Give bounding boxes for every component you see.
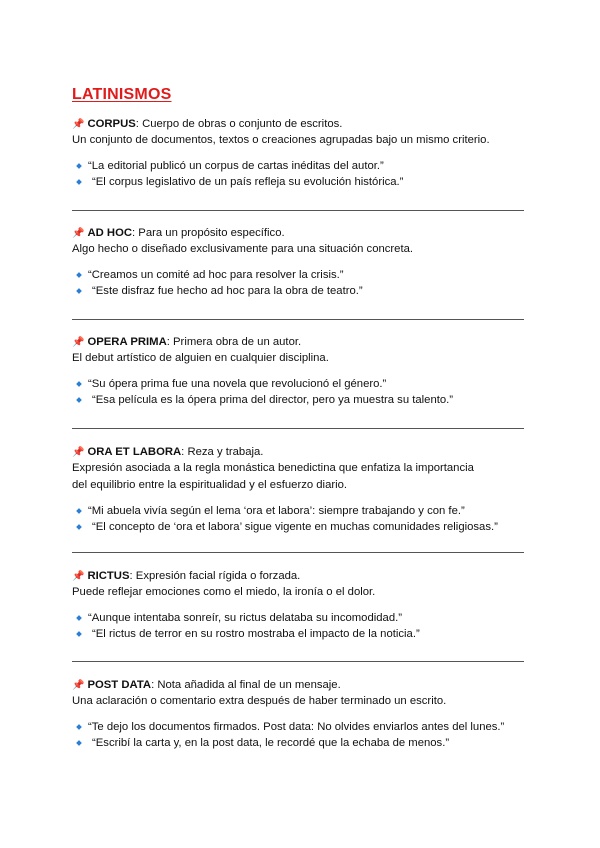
- definition: : Primera obra de un autor.: [166, 336, 302, 348]
- divider: [72, 552, 524, 553]
- divider: [72, 661, 524, 662]
- bullet-icon: [76, 179, 82, 185]
- explanation: Algo hecho o diseñado exclusivamente para una situación concreta.: [72, 243, 414, 255]
- example-item: “Su ópera prima fue una novela que revolucionó el género.”: [72, 376, 532, 392]
- bullet-icon: [76, 397, 82, 403]
- entry-ora-et-labora: [72, 444, 532, 535]
- term: OPERA PRIMA: [87, 336, 167, 348]
- example-item: “La editorial publicó un corpus de cartas inéditas del autor.”: [72, 158, 532, 174]
- bullet-icon: [76, 631, 82, 637]
- entry-post-data: [72, 677, 532, 751]
- example-item: “Aunque intentaba sonreír, su rictus delataba su incomodidad.”: [72, 610, 532, 626]
- example-item: “Te dejo los documentos firmados. Post data: No olvides enviarlos antes del lunes.”: [72, 719, 532, 735]
- definition: : Reza y trabaja.: [181, 446, 264, 458]
- entry-rictus: [72, 568, 532, 642]
- entry-ad-hoc: [72, 225, 532, 299]
- term: CORPUS: [87, 118, 136, 130]
- definition: : Para un propósito específico.: [132, 227, 285, 239]
- term: ORA ET LABORA: [87, 446, 182, 458]
- bullet-icon: [76, 381, 82, 387]
- example-item: “Esa película es la ópera prima del director, pero ya muestra su talento.”: [72, 392, 532, 408]
- entry-corpus: [72, 116, 532, 190]
- bullet-icon: [76, 508, 82, 514]
- example-item: “Mi abuela vivía según el lema ‘ora et labora’: siempre trabajando y con fe.”: [72, 503, 532, 519]
- definition: : Expresión facial rígida o forzada.: [129, 570, 301, 582]
- term: AD HOC: [87, 227, 133, 239]
- pushpin-icon: 📌: [72, 571, 85, 582]
- explanation: Expresión asociada a la regla monástica benedictina que enfatiza la importancia del equilibrio entre la espiritualidad y el esfuerzo diario.: [72, 462, 474, 491]
- page-title: LATINISMOS: [72, 86, 172, 103]
- example-item: “El concepto de ‘ora et labora’ sigue vigente en muchas comunidades religiosas.”: [72, 519, 532, 535]
- bullet-icon: [76, 288, 82, 294]
- example-item: “El rictus de terror en su rostro mostraba el impacto de la noticia.”: [72, 626, 532, 642]
- example-item: “Escribí la carta y, en la post data, le recordé que la echaba de menos.”: [72, 735, 532, 751]
- entry-opera-prima: [72, 334, 532, 408]
- divider: [72, 428, 524, 429]
- pushpin-icon: 📌: [72, 447, 85, 458]
- explanation: Puede reflejar emociones como el miedo, la ironía o el dolor.: [72, 586, 376, 598]
- divider: [72, 319, 524, 320]
- example-item: “Este disfraz fue hecho ad hoc para la obra de teatro.”: [72, 283, 532, 299]
- bullet-icon: [76, 524, 82, 530]
- definition: : Nota añadida al final de un mensaje.: [151, 679, 341, 691]
- term: POST DATA: [87, 679, 152, 691]
- bullet-icon: [76, 272, 82, 278]
- term: RICTUS: [87, 570, 130, 582]
- divider: [72, 210, 524, 211]
- pushpin-icon: 📌: [72, 228, 85, 239]
- example-item: “El corpus legislativo de un país refleja su evolución histórica.”: [72, 174, 532, 190]
- pushpin-icon: 📌: [72, 119, 85, 130]
- example-item: “Creamos un comité ad hoc para resolver la crisis.”: [72, 267, 532, 283]
- bullet-icon: [76, 615, 82, 621]
- bullet-icon: [76, 724, 82, 730]
- explanation: El debut artístico de alguien en cualquier disciplina.: [72, 352, 329, 364]
- pushpin-icon: 📌: [72, 337, 85, 348]
- explanation: Una aclaración o comentario extra después de haber terminado un escrito.: [72, 695, 447, 707]
- bullet-icon: [76, 740, 82, 746]
- pushpin-icon: 📌: [72, 680, 85, 691]
- explanation: Un conjunto de documentos, textos o creaciones agrupadas bajo un mismo criterio.: [72, 134, 490, 146]
- definition: : Cuerpo de obras o conjunto de escritos.: [135, 118, 343, 130]
- bullet-icon: [76, 163, 82, 169]
